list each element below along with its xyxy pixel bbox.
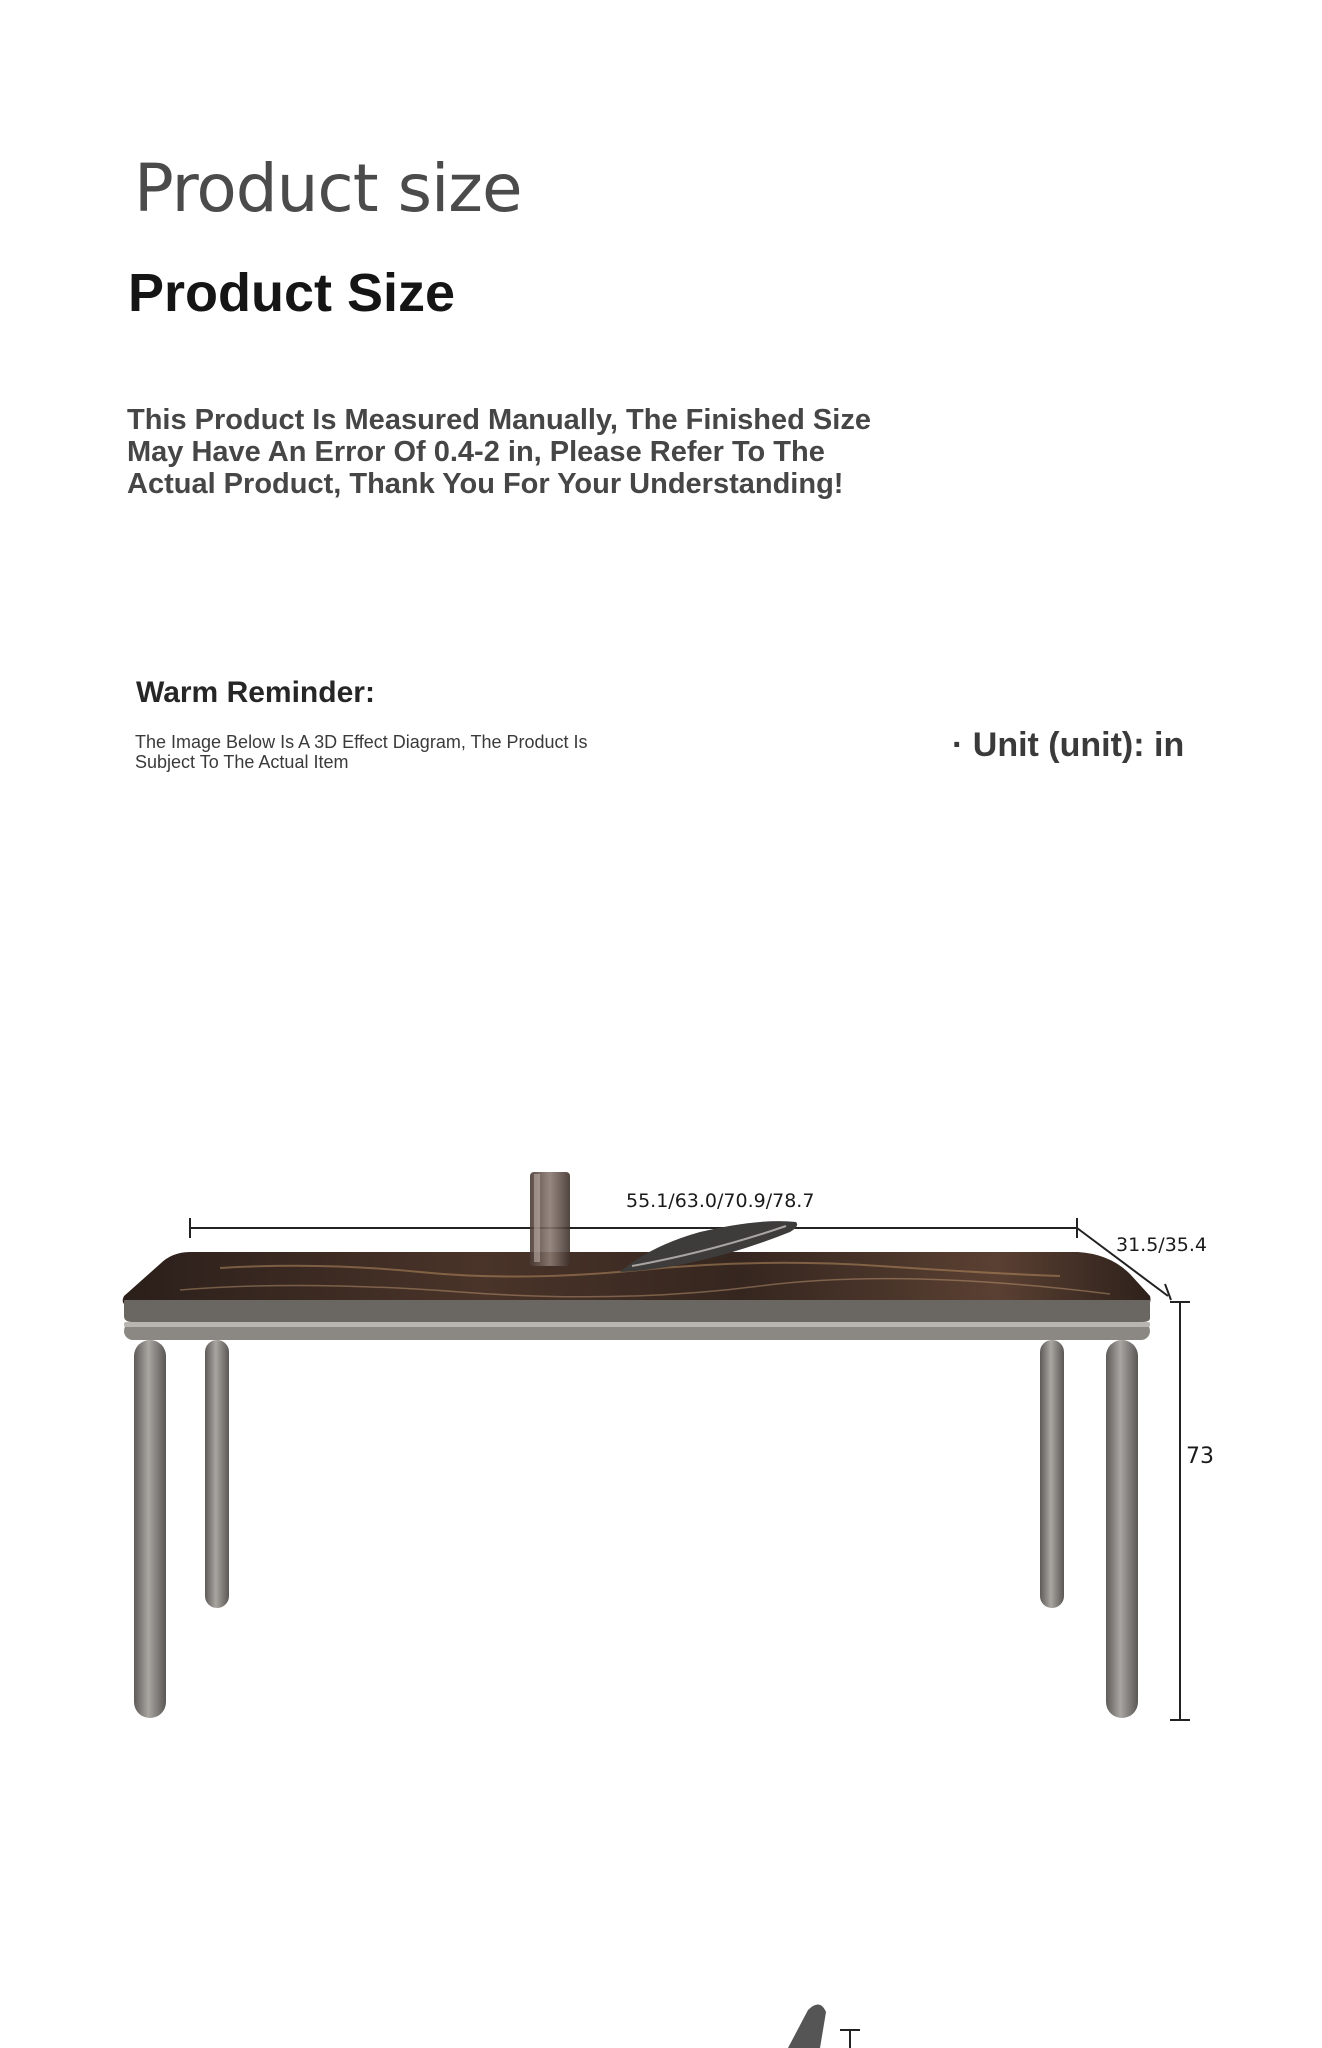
product-size-heading: Product Size xyxy=(128,263,456,323)
reminder-line-1: The Image Below Is A 3D Effect Diagram, The Product Is xyxy=(135,732,588,752)
front-left-leg xyxy=(134,1340,166,1718)
product-size-heading-light: Product size xyxy=(134,150,522,227)
notice-line-3: Actual Product, Thank You For Your Understanding! xyxy=(127,468,844,500)
back-left-leg xyxy=(205,1340,229,1608)
back-right-leg xyxy=(1040,1340,1064,1608)
partial-item-silhouette xyxy=(788,2004,826,2048)
frame-highlight xyxy=(124,1322,1150,1327)
notice-line-1: This Product Is Measured Manually, The Finished Size xyxy=(127,404,871,436)
width-dimension-line xyxy=(190,1218,1077,1238)
height-dimension-line xyxy=(1170,1302,1190,1720)
front-right-leg xyxy=(1106,1340,1138,1718)
partial-dimension-marker xyxy=(840,2030,860,2048)
reminder-line-2: Subject To The Actual Item xyxy=(135,752,349,772)
height-dimension-label: 73 xyxy=(1186,1444,1214,1469)
width-dimension-label: 55.1/63.0/70.9/78.7 xyxy=(626,1190,815,1212)
unit-label: · Unit (unit): in xyxy=(952,726,1185,764)
warm-reminder-title: Warm Reminder: xyxy=(136,676,375,709)
notice-line-2: May Have An Error Of 0.4-2 in, Please Refer To The xyxy=(127,436,825,468)
tabletop-edge xyxy=(124,1300,1150,1322)
glass-highlight xyxy=(534,1174,540,1262)
depth-dimension-label: 31.5/35.4 xyxy=(1116,1234,1208,1256)
